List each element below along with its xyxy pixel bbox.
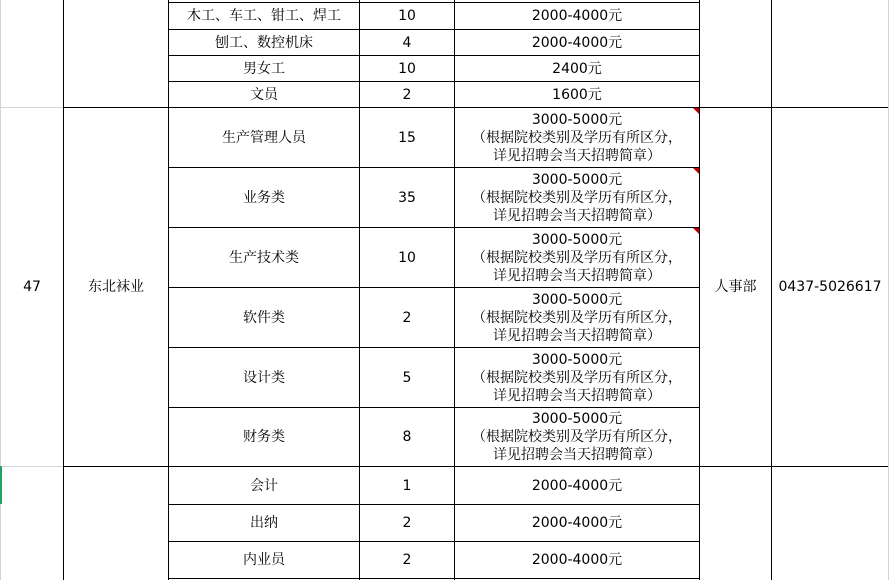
- cell-pay[interactable]: 2000-4000元: [531, 552, 623, 568]
- cell-position[interactable]: 文员: [250, 86, 278, 103]
- gridline: [0, 466, 63, 467]
- cell-count[interactable]: 5: [402, 369, 412, 386]
- pay-note: 详见招聘会当天招聘简章）: [493, 447, 661, 463]
- cell-count[interactable]: 2: [402, 86, 412, 103]
- pay-range: 3000-5000元: [531, 411, 623, 427]
- cell-count[interactable]: 35: [398, 189, 416, 206]
- pay-range: 3000-5000元: [531, 351, 623, 368]
- cell-pay[interactable]: 2400元: [552, 60, 602, 77]
- cell-pay[interactable]: 2000-4000元: [531, 8, 623, 24]
- pay-note: （根据院校类别及学历有所区分，: [472, 129, 682, 146]
- cell-position[interactable]: 会计: [250, 477, 278, 494]
- cell-count[interactable]: 2: [402, 552, 412, 568]
- pay-note: （根据院校类别及学历有所区分，: [472, 309, 682, 326]
- cell-pay[interactable]: [455, 408, 699, 466]
- cell-pay[interactable]: [455, 108, 699, 167]
- cell-pay[interactable]: 2000-4000元: [531, 34, 623, 51]
- gridline: [888, 0, 889, 580]
- cell-position[interactable]: 设计类: [243, 369, 285, 386]
- cell-pay[interactable]: [455, 348, 699, 407]
- pay-range: 3000-5000元: [531, 231, 623, 248]
- cell-position[interactable]: 男女工: [243, 60, 285, 77]
- cell-count[interactable]: 15: [398, 129, 416, 146]
- cell-pay[interactable]: [455, 288, 699, 347]
- cell-count[interactable]: 1: [402, 477, 412, 494]
- cell-department[interactable]: 人事部: [714, 279, 757, 295]
- cell-selection-indicator: [0, 466, 2, 504]
- cell-count[interactable]: 10: [398, 8, 416, 24]
- cell-position[interactable]: 木工、车工、钳工、焊工: [187, 8, 341, 24]
- pay-note: 详见招聘会当天招聘简章）: [493, 327, 661, 344]
- pay-range: 3000-5000元: [531, 291, 623, 308]
- cell-index[interactable]: 47: [23, 279, 41, 295]
- pay-note: 详见招聘会当天招聘简章）: [493, 207, 661, 224]
- cell-position[interactable]: 生产管理人员: [222, 129, 306, 146]
- pay-note: （根据院校类别及学历有所区分，: [472, 429, 682, 445]
- cell-company[interactable]: 东北袜业: [88, 279, 144, 295]
- cell-position[interactable]: 业务类: [243, 189, 285, 206]
- pay-note: （根据院校类别及学历有所区分，: [472, 249, 682, 266]
- cell-position[interactable]: 财务类: [243, 429, 285, 445]
- cell-pay[interactable]: [455, 228, 699, 287]
- cell-phone[interactable]: 0437-5026617: [778, 279, 882, 295]
- cell-pay[interactable]: [455, 168, 699, 227]
- cell-position[interactable]: 软件类: [243, 309, 285, 326]
- cell-position[interactable]: 生产技术类: [229, 249, 299, 266]
- cell-position[interactable]: 出纳: [250, 515, 278, 531]
- cell-position[interactable]: 内业员: [243, 552, 285, 568]
- pay-note: 详见招聘会当天招聘简章）: [493, 267, 661, 284]
- cell-pay[interactable]: 2000-4000元: [531, 515, 623, 531]
- cell-count[interactable]: 4: [402, 34, 412, 51]
- pay-note: （根据院校类别及学历有所区分，: [472, 189, 682, 206]
- pay-range: 3000-5000元: [531, 111, 623, 128]
- pay-note: （根据院校类别及学历有所区分，: [472, 369, 682, 386]
- pay-note: 详见招聘会当天招聘简章）: [493, 147, 661, 164]
- row-border: [168, 578, 700, 579]
- cell-count[interactable]: 10: [398, 60, 416, 77]
- cell-count[interactable]: 10: [398, 249, 416, 266]
- pay-range: 3000-5000元: [531, 171, 623, 188]
- cell-position[interactable]: 刨工、数控机床: [215, 34, 313, 51]
- cell-count[interactable]: 2: [402, 309, 412, 326]
- pay-note: 详见招聘会当天招聘简章）: [493, 387, 661, 404]
- cell-count[interactable]: 2: [402, 515, 412, 531]
- cell-count[interactable]: 8: [402, 429, 412, 445]
- cell-pay[interactable]: 1600元: [552, 86, 602, 103]
- cell-pay[interactable]: 2000-4000元: [531, 477, 623, 494]
